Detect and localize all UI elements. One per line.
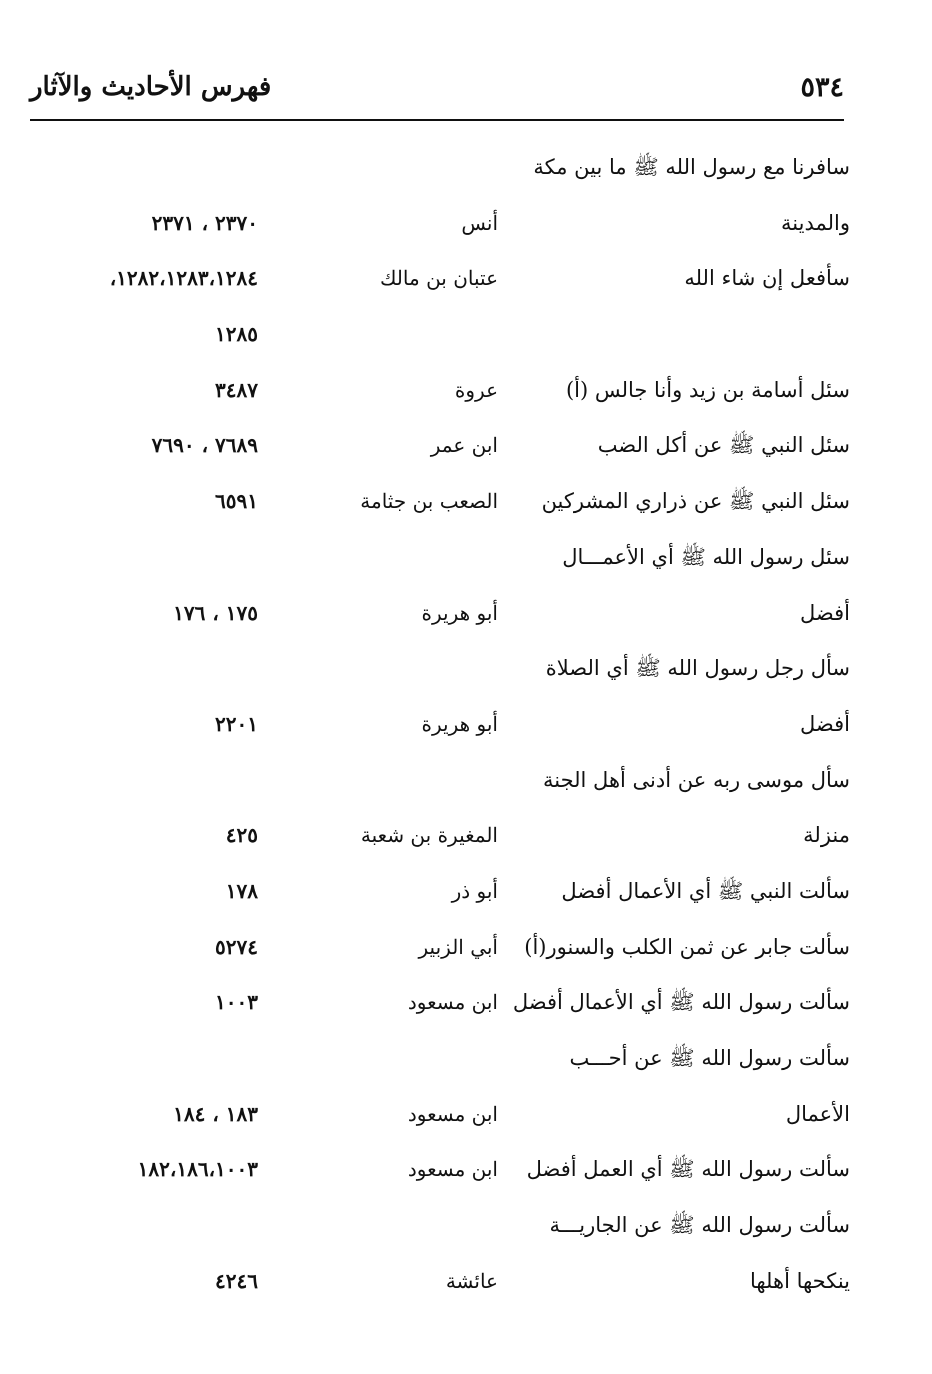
header-divider (30, 119, 844, 121)
narrator: عروة (454, 377, 498, 402)
narrator: أبو هريرة (421, 711, 498, 736)
index-entry-row (30, 864, 850, 920)
index-entry-row (30, 697, 850, 753)
index-entry-row (30, 753, 850, 809)
index-entry-row (30, 474, 850, 530)
narrator: ابن عمر (430, 433, 498, 458)
narrator: ابن مسعود (407, 1101, 498, 1126)
narrator: أبو ذر (451, 878, 498, 903)
hadith-numbers: ١٨٣ ، ١٨٤ (173, 1101, 258, 1126)
index-entry-row (30, 363, 850, 419)
hadith-text: والمدينة (781, 210, 850, 235)
index-entry-row (30, 140, 850, 196)
hadith-text: سأل رجل رسول الله ﷺ أي الصلاة (545, 656, 850, 681)
index-entry-row (30, 1031, 850, 1087)
hadith-numbers: ١٨٢،١٨٦،١٠٠٣ (137, 1157, 258, 1182)
index-entry-row (30, 920, 850, 976)
hadith-text: سألت رسول الله ﷺ عن الجاريـــة (549, 1213, 850, 1238)
hadith-numbers: ١٢٨٥ (215, 322, 258, 347)
hadith-numbers: ٧٦٨٩ ، ٧٦٩٠ (151, 433, 258, 458)
index-entry-row (30, 418, 850, 474)
hadith-numbers: ٢٢٠١ (215, 711, 258, 736)
hadith-text: سأل موسى ربه عن أدنى أهل الجنة (543, 767, 850, 792)
index-entry-row (30, 251, 850, 307)
hadith-numbers: ٦٥٩١ (215, 489, 258, 514)
index-entry-row (30, 975, 850, 1031)
hadith-text: سألت رسول الله ﷺ أي الأعمال أفضل (512, 990, 850, 1015)
hadith-numbers: ٤٢٤٦ (215, 1268, 258, 1293)
hadith-text: سئل رسول الله ﷺ أي الأعمـــال (562, 544, 850, 569)
hadith-numbers: ٥٢٧٤ (215, 934, 258, 959)
hadith-numbers: ٣٤٨٧ (215, 377, 258, 402)
hadith-text: سألت رسول الله ﷺ عن أحـــب (569, 1046, 850, 1070)
hadith-index-list (30, 140, 850, 1320)
page-title: فهرس الأحاديث والآثار (30, 72, 272, 102)
hadith-text: أفضل (800, 711, 850, 736)
hadith-text: أفضل (800, 600, 850, 625)
hadith-numbers: ١٠٠٣ (215, 990, 258, 1015)
hadith-text: سألت جابر عن ثمن الكلب والسنور(أ) (524, 934, 850, 959)
hadith-numbers: ١٧٥ ، ١٧٦ (173, 600, 258, 625)
hadith-text: سئل النبي ﷺ عن ذراري المشركين (541, 489, 850, 514)
narrator: عتبان بن مالك (379, 266, 498, 291)
hadith-numbers: ١٧٨ (225, 878, 258, 903)
index-entry-row (30, 1142, 850, 1198)
narrator: الصعب بن جثامة (360, 489, 498, 514)
narrator: ابن مسعود (407, 990, 498, 1015)
index-entry-row (30, 641, 850, 697)
index-entry-row (30, 196, 850, 252)
narrator: عائشة (445, 1268, 498, 1293)
index-entry-row (30, 530, 850, 586)
hadith-text: سافرنا مع رسول الله ﷺ ما بين مكة (533, 155, 850, 179)
hadith-text: سأفعل إن شاء الله (684, 266, 850, 291)
narrator: أبي الزبير (418, 934, 498, 959)
hadith-numbers: ٤٢٥ (225, 823, 258, 848)
narrator: ابن مسعود (407, 1157, 498, 1182)
hadith-numbers: ١٢٨٢،١٢٨٣،١٢٨٤، (109, 266, 258, 291)
index-entry-row (30, 1254, 850, 1310)
index-entry-row (30, 808, 850, 864)
hadith-text: سئل النبي ﷺ عن أكل الضب (597, 433, 850, 458)
hadith-text: ينكحها أهلها (749, 1268, 850, 1293)
hadith-numbers: ٢٣٧٠ ، ٢٣٧١ (151, 210, 258, 235)
hadith-text: سألت النبي ﷺ أي الأعمال أفضل (561, 878, 850, 903)
index-entry-row (30, 586, 850, 642)
index-entry-row (30, 1198, 850, 1254)
narrator: المغيرة بن شعبة (360, 823, 498, 848)
hadith-text: الأعمال (785, 1101, 850, 1126)
page-number: ٥٣٤ (800, 72, 844, 103)
hadith-text: سئل أسامة بن زيد وأنا جالس (أ) (565, 377, 850, 402)
index-entry-row (30, 307, 850, 363)
index-entry-row (30, 1087, 850, 1143)
hadith-text: سألت رسول الله ﷺ أي العمل أفضل (526, 1157, 850, 1182)
narrator: أبو هريرة (421, 600, 498, 625)
narrator: أنس (461, 210, 498, 235)
hadith-text: منزلة (803, 823, 850, 848)
